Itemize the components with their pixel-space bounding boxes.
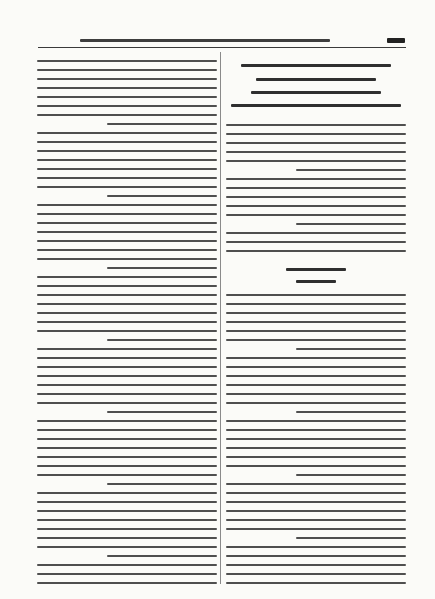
text-line-placeholder — [107, 267, 217, 269]
text-line-placeholder — [37, 222, 217, 224]
text-line-placeholder — [37, 546, 217, 548]
text-line-placeholder — [37, 474, 217, 476]
text-line-placeholder — [37, 564, 217, 566]
text-line-placeholder — [226, 564, 406, 566]
text-line-placeholder — [37, 384, 217, 386]
text-line-placeholder — [37, 402, 217, 404]
text-line-placeholder — [226, 573, 406, 575]
text-line-placeholder — [226, 321, 406, 323]
text-line-placeholder — [226, 250, 406, 252]
heading-placeholder — [286, 268, 346, 271]
text-line-placeholder — [37, 204, 217, 206]
text-line-placeholder — [37, 168, 217, 170]
text-line-placeholder — [226, 375, 406, 377]
text-line-placeholder — [296, 411, 406, 413]
text-line-placeholder — [37, 321, 217, 323]
text-line-placeholder — [107, 195, 217, 197]
text-line-placeholder — [296, 537, 406, 539]
text-line-placeholder — [296, 223, 406, 225]
text-line-placeholder — [226, 447, 406, 449]
text-line-placeholder — [296, 169, 406, 171]
text-line-placeholder — [37, 96, 217, 98]
text-line-placeholder — [37, 447, 217, 449]
text-line-placeholder — [37, 213, 217, 215]
text-line-placeholder — [226, 402, 406, 404]
text-line-placeholder — [226, 303, 406, 305]
text-line-placeholder — [226, 187, 406, 189]
text-line-placeholder — [37, 582, 217, 584]
text-line-placeholder — [37, 438, 217, 440]
text-line-placeholder — [226, 178, 406, 180]
text-line-placeholder — [37, 528, 217, 530]
text-line-placeholder — [37, 357, 217, 359]
text-line-placeholder — [37, 69, 217, 71]
text-line-placeholder — [37, 465, 217, 467]
text-line-placeholder — [37, 240, 217, 242]
text-line-placeholder — [226, 483, 406, 485]
heading-placeholder — [231, 104, 401, 107]
text-line-placeholder — [37, 330, 217, 332]
text-line-placeholder — [226, 465, 406, 467]
text-line-placeholder — [37, 114, 217, 116]
text-line-placeholder — [226, 582, 406, 584]
text-line-placeholder — [226, 142, 406, 144]
text-line-placeholder — [37, 249, 217, 251]
text-line-placeholder — [37, 429, 217, 431]
text-line-placeholder — [37, 420, 217, 422]
text-line-placeholder — [226, 196, 406, 198]
text-line-placeholder — [226, 160, 406, 162]
header-rule — [38, 47, 406, 48]
text-line-placeholder — [226, 555, 406, 557]
text-line-placeholder — [226, 133, 406, 135]
text-line-placeholder — [107, 555, 217, 557]
text-line-placeholder — [37, 60, 217, 62]
text-line-placeholder — [37, 492, 217, 494]
column-divider — [220, 52, 221, 584]
text-line-placeholder — [37, 312, 217, 314]
text-line-placeholder — [226, 294, 406, 296]
text-line-placeholder — [107, 123, 217, 125]
page-number — [387, 38, 405, 43]
text-line-placeholder — [296, 348, 406, 350]
text-line-placeholder — [37, 87, 217, 89]
text-line-placeholder — [226, 393, 406, 395]
text-line-placeholder — [226, 205, 406, 207]
heading-placeholder — [296, 280, 336, 283]
text-line-placeholder — [226, 214, 406, 216]
text-line-placeholder — [226, 124, 406, 126]
text-line-placeholder — [226, 510, 406, 512]
text-line-placeholder — [37, 231, 217, 233]
text-line-placeholder — [37, 501, 217, 503]
text-line-placeholder — [37, 276, 217, 278]
heading-placeholder — [251, 91, 381, 94]
text-line-placeholder — [226, 241, 406, 243]
text-line-placeholder — [107, 339, 217, 341]
text-line-placeholder — [37, 177, 217, 179]
text-line-placeholder — [37, 258, 217, 260]
text-line-placeholder — [37, 375, 217, 377]
text-line-placeholder — [37, 573, 217, 575]
text-line-placeholder — [37, 537, 217, 539]
text-line-placeholder — [37, 348, 217, 350]
text-line-placeholder — [226, 519, 406, 521]
gazette-header — [80, 39, 330, 42]
text-line-placeholder — [226, 501, 406, 503]
text-line-placeholder — [226, 384, 406, 386]
text-line-placeholder — [226, 429, 406, 431]
text-line-placeholder — [296, 474, 406, 476]
text-line-placeholder — [107, 483, 217, 485]
text-line-placeholder — [37, 510, 217, 512]
text-line-placeholder — [107, 411, 217, 413]
text-line-placeholder — [226, 366, 406, 368]
text-line-placeholder — [226, 232, 406, 234]
text-line-placeholder — [226, 357, 406, 359]
text-line-placeholder — [37, 105, 217, 107]
text-line-placeholder — [37, 303, 217, 305]
text-line-placeholder — [37, 150, 217, 152]
heading-placeholder — [256, 78, 376, 81]
text-line-placeholder — [37, 132, 217, 134]
text-line-placeholder — [226, 438, 406, 440]
text-line-placeholder — [226, 528, 406, 530]
text-line-placeholder — [37, 78, 217, 80]
text-line-placeholder — [226, 456, 406, 458]
text-line-placeholder — [37, 393, 217, 395]
text-line-placeholder — [37, 519, 217, 521]
text-line-placeholder — [37, 141, 217, 143]
text-line-placeholder — [226, 330, 406, 332]
text-line-placeholder — [226, 420, 406, 422]
text-line-placeholder — [226, 546, 406, 548]
text-line-placeholder — [226, 151, 406, 153]
text-line-placeholder — [37, 366, 217, 368]
text-line-placeholder — [226, 492, 406, 494]
text-line-placeholder — [37, 285, 217, 287]
heading-placeholder — [241, 64, 391, 67]
text-line-placeholder — [226, 339, 406, 341]
text-line-placeholder — [37, 456, 217, 458]
text-line-placeholder — [37, 186, 217, 188]
text-line-placeholder — [37, 159, 217, 161]
text-line-placeholder — [37, 294, 217, 296]
text-line-placeholder — [226, 312, 406, 314]
